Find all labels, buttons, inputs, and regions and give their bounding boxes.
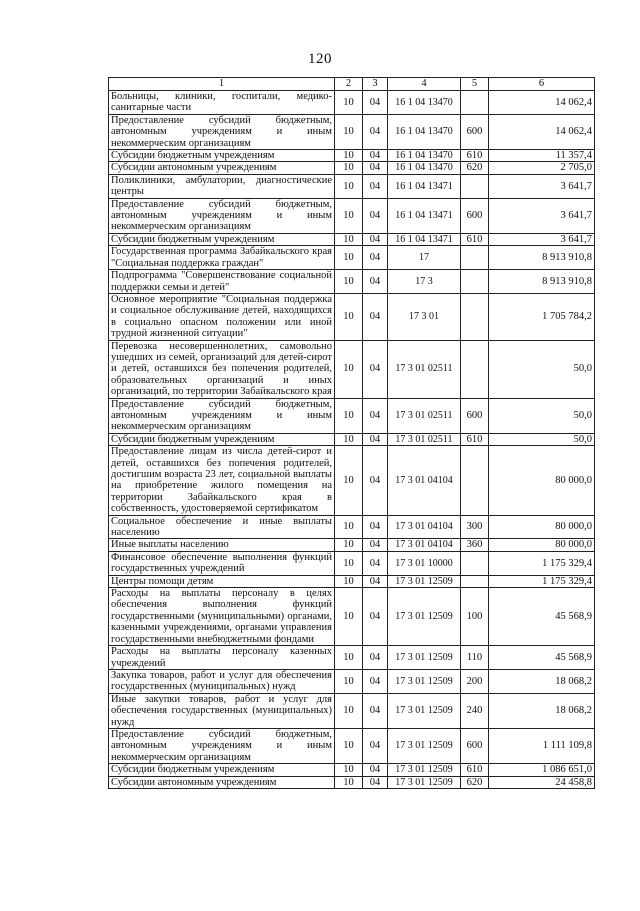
subsection-code-cell: 04 [363,398,388,433]
subsection-code-cell: 04 [363,198,388,233]
target-article-cell: 17 3 01 [388,293,461,340]
table-row [109,233,595,245]
column-number-header [109,78,595,91]
row-name-cell: Центры помощи детям [109,575,335,587]
section-code-cell: 10 [335,162,363,174]
section-code-cell: 10 [335,293,363,340]
amount-cell: 3 641,7 [489,233,595,245]
section-code-cell: 10 [335,270,363,294]
target-article-cell: 17 3 01 12509 [388,588,461,646]
subsection-code-cell: 04 [363,728,388,763]
amount-cell: 8 913 910,8 [489,246,595,270]
amount-cell: 1 111 109,8 [489,728,595,763]
section-code-cell: 10 [335,515,363,539]
table-row [109,433,595,445]
amount-cell: 14 062,4 [489,91,595,115]
expense-type-cell [461,293,489,340]
target-article-cell: 17 3 01 02511 [388,398,461,433]
expense-type-cell [461,340,489,398]
target-article-cell: 17 [388,246,461,270]
target-article-cell: 17 3 01 02511 [388,340,461,398]
target-article-cell: 17 3 01 04104 [388,515,461,539]
row-name-cell: Иные выплаты населению [109,539,335,551]
expense-type-cell [461,270,489,294]
column-header: 5 [461,78,489,91]
subsection-code-cell: 04 [363,539,388,551]
amount-cell: 50,0 [489,398,595,433]
row-name-cell: Предоставление лицам из числа детей-сирот и детей, оставшихся без попечения родителей, достигшим возраста 23 лет, социальной выплаты на приобретение жилого помещения на территории Забайкальского края в собственность, удостоверяемой сертификатом [109,446,335,515]
amount-cell: 2 705,0 [489,162,595,174]
target-article-cell: 17 3 01 12509 [388,728,461,763]
section-code-cell: 10 [335,340,363,398]
subsection-code-cell: 04 [363,669,388,693]
row-name-cell: Субсидии бюджетным учреждениям [109,233,335,245]
row-name-cell: Основное мероприятие "Социальная поддержка и социальное обслуживание детей, находящихся в социально опасном положении или иной трудной жизненной ситуации" [109,293,335,340]
column-header: 1 [109,78,335,91]
target-article-cell: 16 1 04 13470 [388,162,461,174]
section-code-cell: 10 [335,728,363,763]
section-code-cell: 10 [335,764,363,776]
target-article-cell: 17 3 01 02511 [388,433,461,445]
expense-type-cell: 600 [461,398,489,433]
subsection-code-cell: 04 [363,114,388,149]
target-article-cell: 17 3 01 04104 [388,539,461,551]
amount-cell: 8 913 910,8 [489,270,595,294]
row-name-cell: Субсидии бюджетным учреждениям [109,433,335,445]
table-row [109,398,595,433]
row-name-cell: Больницы, клиники, госпитали, медико-санитарные части [109,91,335,115]
section-code-cell: 10 [335,398,363,433]
amount-cell: 18 068,2 [489,669,595,693]
target-article-cell: 17 3 01 12509 [388,764,461,776]
subsection-code-cell: 04 [363,162,388,174]
expense-type-cell [461,551,489,575]
expense-type-cell [461,246,489,270]
expense-type-cell: 600 [461,114,489,149]
page-number: 120 [308,51,332,67]
subsection-code-cell: 04 [363,246,388,270]
row-name-cell: Расходы на выплаты персоналу казенных учреждений [109,646,335,670]
expense-type-cell [461,91,489,115]
section-code-cell: 10 [335,539,363,551]
table-row [109,776,595,788]
row-name-cell: Государственная программа Забайкальского края "Социальная поддержка граждан" [109,246,335,270]
section-code-cell: 10 [335,646,363,670]
subsection-code-cell: 04 [363,150,388,162]
row-name-cell: Поликлиники, амбулатории, диагностические центры [109,174,335,198]
expense-type-cell: 620 [461,776,489,788]
table-row [109,539,595,551]
amount-cell: 45 568,9 [489,588,595,646]
table-row [109,764,595,776]
subsection-code-cell: 04 [363,293,388,340]
section-code-cell: 10 [335,669,363,693]
subsection-code-cell: 04 [363,575,388,587]
table-row [109,693,595,728]
amount-cell: 80 000,0 [489,515,595,539]
target-article-cell: 16 1 04 13471 [388,174,461,198]
amount-cell: 3 641,7 [489,198,595,233]
table-row [109,446,595,515]
expense-type-cell: 240 [461,693,489,728]
target-article-cell: 17 3 [388,270,461,294]
row-name-cell: Предоставление субсидий бюджетным, автономным учреждениям и иным некоммерческим организациям [109,728,335,763]
row-name-cell: Финансовое обеспечение выполнения функций государственных учреждений [109,551,335,575]
target-article-cell: 17 3 01 12509 [388,693,461,728]
expense-type-cell: 100 [461,588,489,646]
target-article-cell: 17 3 01 12509 [388,575,461,587]
amount-cell: 1 705 784,2 [489,293,595,340]
row-name-cell: Субсидии бюджетным учреждениям [109,764,335,776]
target-article-cell: 16 1 04 13470 [388,114,461,149]
target-article-cell: 17 3 01 10000 [388,551,461,575]
row-name-cell: Субсидии автономным учреждениям [109,776,335,788]
column-header: 6 [489,78,595,91]
subsection-code-cell: 04 [363,174,388,198]
subsection-code-cell: 04 [363,551,388,575]
section-code-cell: 10 [335,776,363,788]
budget-table [108,77,595,789]
section-code-cell: 10 [335,91,363,115]
table-row [109,728,595,763]
expense-type-cell: 620 [461,162,489,174]
expense-type-cell: 110 [461,646,489,670]
expense-type-cell [461,575,489,587]
subsection-code-cell: 04 [363,91,388,115]
amount-cell: 80 000,0 [489,539,595,551]
section-code-cell: 10 [335,446,363,515]
table-row [109,162,595,174]
row-name-cell: Расходы на выплаты персоналу в целях обеспечения выполнения функций государственными (муниципальными) органами, казенными учреждениями, органами управления государственными внебюджетными фондами [109,588,335,646]
subsection-code-cell: 04 [363,646,388,670]
column-header: 2 [335,78,363,91]
table-row [109,588,595,646]
amount-cell: 3 641,7 [489,174,595,198]
table-row [109,551,595,575]
section-code-cell: 10 [335,150,363,162]
row-name-cell: Перевозка несовершеннолетних, самовольно ушедших из семей, организаций для детей-сирот и детей, оставшихся без попечения родителей, образовательных организаций и иных организаций, по территории Забайкальского края [109,340,335,398]
table-row [109,174,595,198]
subsection-code-cell: 04 [363,693,388,728]
table-row [109,150,595,162]
subsection-code-cell: 04 [363,340,388,398]
table-row [109,293,595,340]
expense-type-cell: 610 [461,150,489,162]
expense-type-cell: 600 [461,728,489,763]
row-name-cell: Предоставление субсидий бюджетным, автономным учреждениям и иным некоммерческим организациям [109,114,335,149]
table-row [109,91,595,115]
section-code-cell: 10 [335,693,363,728]
target-article-cell: 16 1 04 13470 [388,91,461,115]
subsection-code-cell: 04 [363,515,388,539]
row-name-cell: Субсидии бюджетным учреждениям [109,150,335,162]
amount-cell: 1 175 329,4 [489,551,595,575]
amount-cell: 80 000,0 [489,446,595,515]
amount-cell: 11 357,4 [489,150,595,162]
column-header: 4 [388,78,461,91]
table-row [109,198,595,233]
subsection-code-cell: 04 [363,233,388,245]
section-code-cell: 10 [335,198,363,233]
target-article-cell: 16 1 04 13470 [388,150,461,162]
amount-cell: 1 086 651,0 [489,764,595,776]
amount-cell: 18 068,2 [489,693,595,728]
expense-type-cell: 360 [461,539,489,551]
table-row [109,515,595,539]
target-article-cell: 16 1 04 13471 [388,233,461,245]
table-row [109,646,595,670]
target-article-cell: 17 3 01 12509 [388,646,461,670]
row-name-cell: Подпрограмма "Совершенствование социальной поддержки семьи и детей" [109,270,335,294]
amount-cell: 50,0 [489,340,595,398]
subsection-code-cell: 04 [363,588,388,646]
table-row [109,114,595,149]
section-code-cell: 10 [335,246,363,270]
expense-type-cell: 610 [461,433,489,445]
target-article-cell: 17 3 01 12509 [388,669,461,693]
section-code-cell: 10 [335,233,363,245]
table-row [109,575,595,587]
section-code-cell: 10 [335,114,363,149]
table-row [109,340,595,398]
target-article-cell: 17 3 01 12509 [388,776,461,788]
section-code-cell: 10 [335,588,363,646]
table-row [109,270,595,294]
amount-cell: 14 062,4 [489,114,595,149]
expense-type-cell: 610 [461,233,489,245]
section-code-cell: 10 [335,551,363,575]
table-row [109,246,595,270]
target-article-cell: 16 1 04 13471 [388,198,461,233]
subsection-code-cell: 04 [363,764,388,776]
expense-type-cell: 200 [461,669,489,693]
subsection-code-cell: 04 [363,446,388,515]
subsection-code-cell: 04 [363,433,388,445]
column-header: 3 [363,78,388,91]
subsection-code-cell: 04 [363,776,388,788]
expense-type-cell: 610 [461,764,489,776]
section-code-cell: 10 [335,575,363,587]
row-name-cell: Субсидии автономным учреждениям [109,162,335,174]
row-name-cell: Социальное обеспечение и иные выплаты населению [109,515,335,539]
row-name-cell: Предоставление субсидий бюджетным, автономным учреждениям и иным некоммерческим организациям [109,398,335,433]
amount-cell: 50,0 [489,433,595,445]
expense-type-cell [461,446,489,515]
expense-type-cell [461,174,489,198]
section-code-cell: 10 [335,433,363,445]
amount-cell: 24 458,8 [489,776,595,788]
subsection-code-cell: 04 [363,270,388,294]
row-name-cell: Иные закупки товаров, работ и услуг для обеспечения государственных (муниципальных) нужд [109,693,335,728]
amount-cell: 45 568,9 [489,646,595,670]
target-article-cell: 17 3 01 04104 [388,446,461,515]
row-name-cell: Предоставление субсидий бюджетным, автономным учреждениям и иным некоммерческим организациям [109,198,335,233]
row-name-cell: Закупка товаров, работ и услуг для обеспечения государственных (муниципальных) нужд [109,669,335,693]
table-row [109,669,595,693]
expense-type-cell: 300 [461,515,489,539]
section-code-cell: 10 [335,174,363,198]
expense-type-cell: 600 [461,198,489,233]
amount-cell: 1 175 329,4 [489,575,595,587]
